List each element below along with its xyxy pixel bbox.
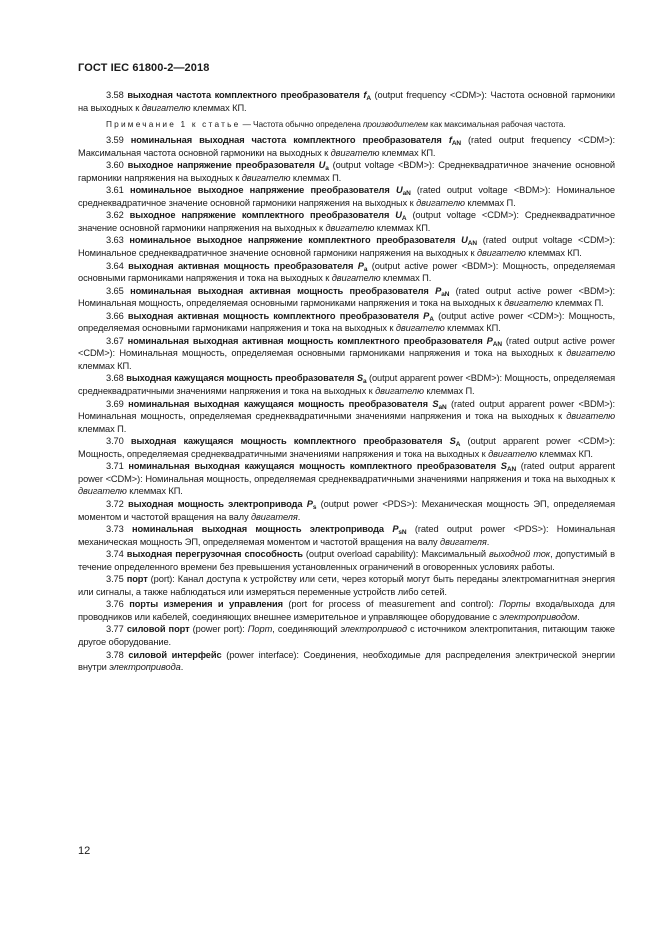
- definition-paragraph: 3.62 выходное напряжение комплектного преобразователя $U_A$ (output voltage <CDM>): Среднеквадратичное значение основной гармоники напряжения на выходных к двигателю клеммах КП.: [78, 210, 616, 233]
- definition-paragraph: 3.59 номинальная выходная частота комплектного преобразователя $f_{AN}$ (rated output frequency <CDM>): Максимальная частота основной гармоники на выходных к двигателю клеммах КП.: [78, 135, 616, 158]
- definition-paragraph: 3.65 номинальная выходная активная мощность преобразователя $P_{aN}$ (rated output active power <BDM>): Номинальная мощность, определяемая основными гармониками напряжения и тока на выходных к двигателю клеммах П.: [78, 285, 616, 309]
- definition-paragraph: 3.68 выходная кажущаяся мощность преобразователя $S_a$ (output apparent power <BDM>): Мощность, определяемая среднеквадратичными значениями напряжения и тока на выходных к двигателю клеммах П.: [78, 373, 616, 397]
- definition-paragraph: 3.67 номинальная выходная активная мощность комплектного преобразователя $P_{AN}$ (rated output active power <CDM>): Номинальная мощность, определяемая основными гармониками напряжения и тока на выходных к двигателю клеммах КП.: [78, 335, 616, 371]
- definition-paragraph: 3.72 выходная мощность электропривода $P_s$ (output power <PDS>): Механическая мощность ЭП, определяемая моментом и частотой вращения на валу двигателя.: [78, 498, 616, 522]
- definition-paragraph: 3.66 выходная активная мощность комплектного преобразователя $P_A$ (output active power <CDM>): Мощность, определяемая основными гармониками напряжения и тока на выходных к двигателю клеммах КП.: [78, 310, 616, 334]
- definition-paragraph: 3.76 порты измерения и управления (port for process of measurement and control): Порты входа/выхода для проводников или кабелей, соединяющих внешнее измерительное и управляющее оборудование с электроприводом.: [78, 599, 615, 622]
- definition-paragraph: 3.61 номинальное выходное напряжение преобразователя $U_{aN}$ (rated output voltage <BDM>): Номинальное среднеквадратичное значение основной гармоники напряжения на выходных к двигателю клеммах П.: [78, 185, 616, 208]
- definition-paragraph: 3.58 выходная частота комплектного преобразователя $f_A$ (output frequency <CDM>): Частота основной гармоники на выходных к двигателю клеммах КП.: [78, 90, 616, 113]
- note-paragraph: Примечание 1 к статье — Частота обычно определена производителем как максимальная рабочая частота.: [106, 119, 566, 130]
- definition-paragraph: 3.73 номинальная выходная мощность электропривода $P_{sN}$ (rated output power <PDS>): Номинальная механическая мощность ЭП, определяемая моментом и частотой вращения на валу двигателя.: [78, 524, 616, 547]
- document-body: [78, 89, 615, 674]
- definition-paragraph: 3.64 выходная активная мощность преобразователя $P_a$ (output active power <BDM>): Мощность, определяемая основными гармониками напряжения и тока на выходных к двигателю клеммах П.: [78, 260, 616, 284]
- document-header: ГОСТ IEC 61800-2—2018: [78, 62, 210, 74]
- definition-paragraph: 3.70 выходная кажущаяся мощность комплектного преобразователя $S_A$ (output apparent power <CDM>): Мощность, определяемая среднеквадратичными значениями напряжения и тока на выходных к двигателю клеммах КП.: [78, 436, 615, 459]
- page-number: 12: [78, 845, 91, 857]
- definition-paragraph: 3.77 силовой порт (power port): Порт, соединяющий электропривод с источником электропитания, питающим также другое оборудование.: [78, 624, 615, 647]
- definition-paragraph: 3.60 выходное напряжение преобразователя $U_a$ (output voltage <BDM>): Среднеквадратичное значение основной гармоники напряжения на выходных к двигателю клеммах П.: [78, 160, 616, 183]
- definition-paragraph: 3.74 выходная перегрузочная способность (output overload capability): Максимальный выходной ток, допустимый в течение определенного времени без превышения установленных ограничений в оговоренных условиях работы.: [78, 549, 615, 572]
- definition-paragraph: 3.75 порт (port): Канал доступа к устройству или сети, через который могут быть переданы электромагнитная энергия или сигналы, а также наблюдаться или измеряться переменные устройств либо сетей.: [78, 574, 615, 597]
- definition-paragraph: 3.63 номинальное выходное напряжение комплектного преобразователя $U_{AN}$ (rated output voltage <CDM>): Номинальное среднеквадратичное значение основной гармоники напряжения на выходных к двигателю клеммах КП.: [78, 235, 616, 259]
- definition-paragraph: 3.69 номинальная выходная кажущаяся мощность преобразователя $S_{aN}$ (rated output apparent power <BDM>): Номинальная мощность, определяемая среднеквадратичными значениями напряжения и тока на выходных к двигателю клеммах П.: [78, 398, 616, 434]
- definition-paragraph: 3.78 силовой интерфейс (power interface): Соединения, необходимые для распределения электрической энергии внутри электропривода.: [78, 649, 615, 673]
- definition-paragraph: 3.71 номинальная выходная кажущаяся мощность комплектного преобразователя $S_{AN}$ (rated output apparent power <CDM>): Номинальная мощность, определяемая среднеквадратичными значениями напряжения и тока на выходных к двигателю клеммах КП.: [78, 461, 616, 497]
